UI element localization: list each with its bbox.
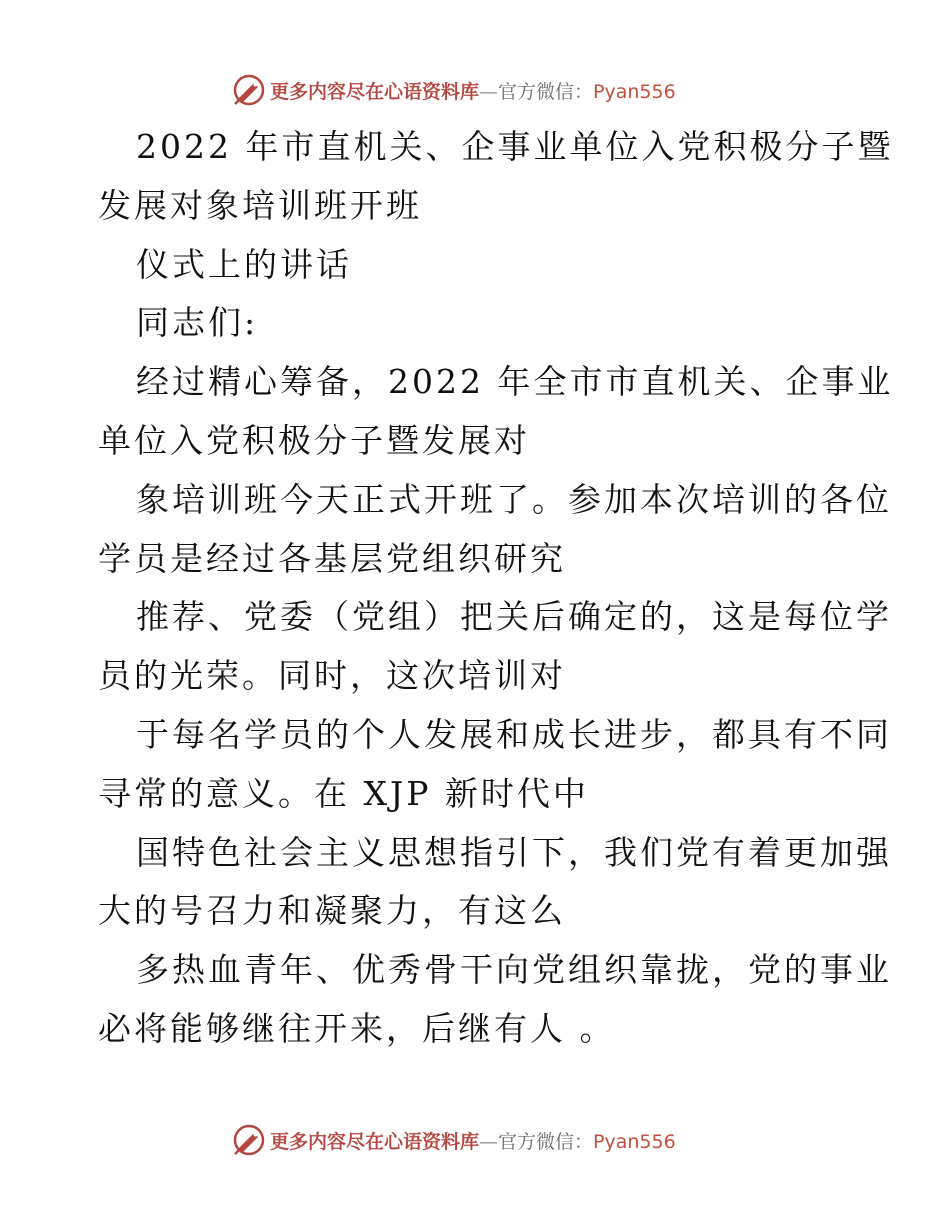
- subtitle-line: 仪式上的讲话: [136, 244, 352, 284]
- paragraph-line: 于每名学员的个人发展和成长进步，都具有不同: [136, 714, 892, 754]
- pen-nib-logo-icon: [232, 1123, 266, 1157]
- pen-nib-logo-icon: [232, 73, 266, 107]
- watermark-wechat-label: 官方微信：: [498, 1130, 594, 1153]
- paragraph-line: 必将能够继往开来，后继有人 。: [98, 1008, 616, 1048]
- paragraph-line: 经过精心筹备，2022 年全市市直机关、企事业: [136, 362, 894, 402]
- paragraph-line: 学员是经过各基层党组织研究: [98, 538, 566, 578]
- paragraph-line: 员的光荣。同时，这次培训对: [98, 656, 566, 696]
- paragraph-line: 象培训班今天正式开班了。参加本次培训的各位: [136, 479, 892, 519]
- title-line-2: 发展对象培训班开班: [98, 185, 422, 225]
- watermark-separator: —: [479, 80, 499, 103]
- paragraph-line: 多热血青年、优秀骨干向党组织靠拢，党的事业: [136, 950, 892, 990]
- title-line-1: 2022 年市直机关、企事业单位入党积极分子暨: [136, 127, 894, 166]
- watermark-separator: —: [479, 1130, 499, 1153]
- paragraph-line: 国特色社会主义思想指引下，我们党有着更加强: [136, 832, 892, 872]
- watermark-site: 更多内容尽在心语资料库: [270, 80, 480, 103]
- watermark-wechat-label: 官方微信：: [498, 80, 594, 103]
- paragraph-line: 单位入党积极分子暨发展对: [98, 420, 530, 460]
- watermark-site: 更多内容尽在心语资料库: [270, 1130, 480, 1153]
- watermark-wechat-id: Pyan556: [593, 1130, 676, 1153]
- watermark-header: [232, 70, 732, 110]
- paragraph-line: 大的号召力和凝聚力，有这么: [98, 891, 566, 931]
- watermark-wechat-id: Pyan556: [593, 80, 676, 103]
- watermark-text: [270, 77, 676, 104]
- watermark-footer: [232, 1120, 732, 1160]
- salutation: 同志们:: [136, 303, 259, 343]
- paragraph-line: 推荐、党委（党组）把关后确定的，这是每位学: [136, 597, 892, 637]
- document-body: [98, 118, 894, 1059]
- paragraph-line: 寻常的意义。在 XJP 新时代中: [98, 773, 589, 813]
- watermark-text: [270, 1127, 676, 1154]
